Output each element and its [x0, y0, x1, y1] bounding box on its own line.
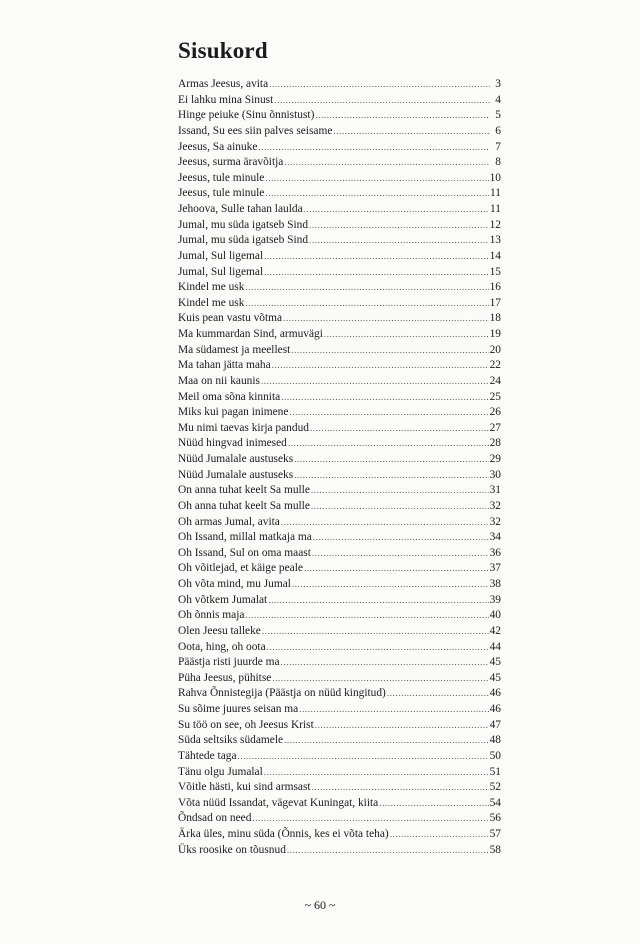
- toc-entry: [178, 827, 501, 843]
- toc-entry-page: 26: [489, 406, 501, 419]
- toc-entry: [178, 733, 501, 749]
- toc-entry: [178, 811, 501, 827]
- toc-entry-page: 5: [495, 109, 501, 122]
- dot-leader: [281, 655, 489, 671]
- toc-entry: [178, 749, 501, 765]
- toc-entry-title: Jeesus, Sa ainuke: [178, 140, 258, 153]
- dot-leader: [379, 796, 488, 812]
- dot-leader: [310, 421, 489, 437]
- toc-entry-page: 34: [489, 531, 501, 544]
- toc-entry: [178, 171, 501, 187]
- toc-entry-title: Päästja risti juurde ma: [178, 656, 280, 669]
- toc-entry: [178, 202, 501, 218]
- toc-entry: [178, 561, 501, 577]
- toc-entry-title: Oh armas Jumal, avita: [178, 515, 280, 528]
- dot-leader: [287, 843, 489, 859]
- toc-entry-title: Nüüd hingvad inimesed: [178, 437, 287, 450]
- toc-entry-page: 56: [489, 812, 501, 825]
- table-of-contents: [178, 77, 501, 858]
- dot-leader: [252, 811, 488, 827]
- dot-leader: [267, 640, 489, 656]
- toc-entry-page: 51: [489, 765, 501, 778]
- toc-entry: [178, 655, 501, 671]
- toc-entry-title: Olen Jeesu talleke: [178, 624, 261, 637]
- toc-entry: [178, 265, 501, 281]
- toc-entry-page: 39: [489, 593, 501, 606]
- toc-entry-title: Armas Jeesus, avita: [178, 78, 269, 90]
- toc-entry-page: 37: [489, 562, 501, 575]
- toc-entry: [178, 515, 501, 531]
- toc-entry-title: Oh anna tuhat keelt Sa mulle: [178, 499, 310, 512]
- toc-entry-title: On anna tuhat keelt Sa mulle: [178, 484, 310, 497]
- toc-entry-page: 13: [489, 234, 501, 247]
- toc-entry-title: Jumal, mu süda igatseb Sind: [178, 234, 309, 247]
- dot-leader: [289, 405, 488, 421]
- toc-entry-title: Oh Issand, Sul on oma maast: [178, 546, 311, 559]
- dot-leader: [264, 765, 489, 781]
- toc-entry-title: Ei lahku mina Sinust: [178, 93, 274, 106]
- dot-leader: [261, 374, 489, 390]
- toc-entry-title: Oh õnnis maja: [178, 609, 245, 622]
- toc-entry: [178, 93, 501, 109]
- toc-entry-title: Kuis pean vastu võtma: [178, 312, 283, 325]
- dot-leader: [315, 108, 490, 124]
- toc-entry-page: 27: [489, 421, 501, 434]
- toc-entry: [178, 546, 501, 562]
- dot-leader: [390, 827, 489, 843]
- toc-entry-page: 11: [490, 203, 501, 215]
- toc-entry-title: Issand, Su ees siin palves seisame: [178, 124, 333, 137]
- toc-entry-page: 29: [489, 453, 501, 465]
- toc-entry-title: Oh võtkem Jumalat: [178, 593, 268, 606]
- toc-entry-title: Maa on nii kaunis: [178, 374, 260, 387]
- toc-entry-title: Ma südamest ja meellest: [178, 343, 291, 356]
- toc-entry-page: 17: [489, 296, 501, 309]
- toc-entry-title: Jeesus, tule minule: [178, 171, 265, 184]
- toc-entry: [178, 421, 501, 437]
- toc-entry: [178, 468, 501, 484]
- dot-leader: [264, 249, 489, 265]
- toc-entry: [178, 671, 501, 687]
- toc-entry-page: 45: [489, 671, 501, 684]
- dot-leader: [294, 468, 488, 484]
- toc-entry-page: 57: [489, 828, 501, 840]
- toc-entry: [178, 233, 501, 249]
- toc-entry: [178, 796, 501, 812]
- toc-entry-title: Püha Jeesus, pühitse: [178, 671, 272, 684]
- toc-entry: [178, 140, 501, 156]
- toc-entry: [178, 702, 501, 718]
- toc-entry: [178, 624, 501, 640]
- toc-entry-page: 28: [489, 437, 501, 450]
- toc-entry: [178, 452, 501, 468]
- toc-entry-page: 24: [489, 374, 501, 387]
- toc-entry-title: Üks roosike on tõusnud: [178, 843, 286, 856]
- toc-entry: [178, 358, 501, 374]
- dot-leader: [311, 483, 489, 499]
- toc-entry-page: 30: [489, 468, 501, 481]
- toc-entry-page: 54: [489, 796, 501, 809]
- dot-leader: [387, 686, 489, 702]
- dot-leader: [313, 530, 489, 546]
- toc-entry-title: Nüüd Jumalale austuseks: [178, 468, 294, 481]
- dot-leader: [291, 343, 488, 359]
- dot-leader: [288, 436, 489, 452]
- toc-entry: [178, 780, 501, 796]
- dot-leader: [245, 608, 488, 624]
- toc-entry-page: 46: [489, 687, 501, 700]
- page-number: ~ 60 ~: [304, 898, 336, 912]
- dot-leader: [304, 202, 489, 218]
- toc-entry-title: Süda seltsiks südamele: [178, 734, 284, 747]
- dot-leader: [245, 296, 488, 312]
- toc-entry-title: Jumal, Sul ligemal: [178, 249, 264, 262]
- toc-entry-title: Hinge peiuke (Sinu õnnistust): [178, 109, 315, 122]
- dot-leader: [304, 561, 489, 577]
- dot-leader: [333, 124, 490, 140]
- toc-entry: [178, 280, 501, 296]
- toc-entry-page: 16: [489, 281, 501, 294]
- toc-entry: [178, 577, 501, 593]
- toc-entry-title: Su töö on see, oh Jeesus Krist: [178, 718, 314, 731]
- toc-entry: [178, 608, 501, 624]
- dot-leader: [284, 155, 490, 171]
- toc-entry-title: Õndsad on need: [178, 812, 252, 825]
- dot-leader: [299, 702, 488, 718]
- toc-entry-page: 19: [489, 328, 501, 340]
- dot-leader: [315, 718, 489, 734]
- dot-leader: [311, 499, 489, 515]
- dot-leader: [292, 577, 489, 593]
- toc-entry-title: Su sõime juures seisan ma: [178, 703, 299, 715]
- toc-entry-title: Tähtede taga: [178, 749, 237, 762]
- toc-entry: [178, 530, 501, 546]
- toc-entry-page: 22: [489, 359, 501, 372]
- toc-entry-title: Nüüd Jumalale austuseks: [178, 453, 294, 465]
- toc-entry-page: 11: [490, 187, 501, 200]
- toc-entry-page: 3: [495, 78, 501, 90]
- toc-entry: [178, 499, 501, 515]
- toc-entry-title: Oh Issand, millal matkaja ma: [178, 531, 312, 544]
- dot-leader: [272, 671, 488, 687]
- toc-entry-page: 38: [489, 578, 501, 590]
- dot-leader: [265, 171, 488, 187]
- toc-entry-page: 45: [489, 656, 501, 669]
- toc-entry-title: Ma tahan jätta maha: [178, 359, 271, 372]
- toc-entry-page: 44: [489, 640, 501, 653]
- toc-entry: [178, 436, 501, 452]
- toc-entry-title: Kindel me usk: [178, 281, 245, 294]
- toc-entry-page: 31: [489, 484, 501, 497]
- toc-entry: [178, 374, 501, 390]
- toc-entry: [178, 593, 501, 609]
- toc-entry-title: Miks kui pagan inimene: [178, 406, 289, 419]
- toc-entry-title: Rahva Õnnistegija (Päästja on nüüd kingitud): [178, 687, 386, 700]
- toc-entry: [178, 249, 501, 265]
- toc-entry: [178, 640, 501, 656]
- toc-entry-title: Kindel me usk: [178, 296, 245, 309]
- dot-leader: [258, 140, 490, 156]
- dot-leader: [238, 749, 489, 765]
- toc-entry-title: Mu nimi taevas kirja pandud: [178, 421, 309, 434]
- toc-entry-page: 14: [489, 249, 501, 262]
- toc-entry: [178, 483, 501, 499]
- dot-leader: [264, 265, 489, 281]
- dot-leader: [284, 733, 489, 749]
- toc-entry-page: 4: [495, 93, 501, 106]
- toc-entry: [178, 124, 501, 140]
- toc-entry-page: 18: [489, 312, 501, 325]
- dot-leader: [272, 358, 489, 374]
- toc-entry: [178, 186, 501, 202]
- toc-entry: [178, 686, 501, 702]
- toc-entry-title: Ärka üles, minu süda (Õnnis, kes ei võta teha): [178, 828, 389, 840]
- toc-entry-title: Tänu olgu Jumalal: [178, 765, 263, 778]
- toc-entry-title: Jeesus, surma äravõitja: [178, 156, 284, 169]
- dot-leader: [274, 93, 490, 109]
- toc-entry: [178, 405, 501, 421]
- dot-leader: [268, 593, 488, 609]
- dot-leader: [269, 77, 490, 93]
- toc-entry: [178, 296, 501, 312]
- toc-entry: [178, 218, 501, 234]
- toc-entry-page: 48: [489, 734, 501, 747]
- toc-entry-page: 20: [489, 343, 501, 356]
- toc-entry: [178, 108, 501, 124]
- toc-entry: [178, 343, 501, 359]
- toc-entry-page: 8: [495, 156, 501, 169]
- dot-leader: [324, 327, 489, 343]
- dot-leader: [245, 280, 488, 296]
- toc-entry: [178, 327, 501, 343]
- toc-entry-page: 32: [489, 515, 501, 528]
- toc-entry-title: Oh võta mind, mu Jumal: [178, 578, 291, 590]
- toc-entry-title: Võta nüüd Issandat, vägevat Kuningat, kiita: [178, 796, 379, 809]
- dot-leader: [312, 546, 489, 562]
- dot-leader: [309, 218, 489, 234]
- toc-entry-title: Oh võitlejad, et käige peale: [178, 562, 303, 575]
- toc-entry-page: 46: [489, 703, 501, 715]
- toc-entry-page: 50: [489, 749, 501, 762]
- toc-entry-title: Ma kummardan Sind, armuvägi: [178, 328, 323, 340]
- toc-entry-page: 12: [489, 218, 501, 231]
- page-title: Sisukord: [178, 38, 268, 63]
- toc-entry-page: 25: [489, 390, 501, 403]
- dot-leader: [281, 390, 488, 406]
- toc-entry: [178, 311, 501, 327]
- toc-entry-page: 6: [495, 124, 501, 137]
- toc-entry-title: Meil oma sõna kinnita: [178, 390, 281, 403]
- toc-entry: [178, 765, 501, 781]
- toc-entry-page: 47: [489, 718, 501, 731]
- toc-entry-page: 32: [489, 499, 501, 512]
- toc-entry-page: 52: [489, 781, 501, 794]
- dot-leader: [281, 515, 489, 531]
- toc-entry-title: Jumal, mu süda igatseb Sind: [178, 218, 309, 231]
- toc-entry-title: Jumal, Sul ligemal: [178, 265, 264, 278]
- toc-entry-page: 36: [489, 546, 501, 559]
- dot-leader: [309, 233, 489, 249]
- dot-leader: [294, 452, 488, 468]
- toc-entry-title: Võitle hästi, kui sind armsast: [178, 781, 311, 794]
- toc-entry-title: Oota, hing, oh oota: [178, 640, 266, 653]
- toc-entry-title: Jeesus, tule minule: [178, 187, 265, 200]
- toc-entry-title: Jehoova, Sulle tahan laulda: [178, 203, 303, 215]
- toc-entry-page: 58: [489, 843, 501, 856]
- dot-leader: [262, 624, 489, 640]
- dot-leader: [265, 186, 489, 202]
- toc-entry-page: 40: [489, 609, 501, 622]
- toc-entry: [178, 155, 501, 171]
- toc-entry: [178, 718, 501, 734]
- toc-entry-page: 7: [495, 140, 501, 153]
- toc-entry-page: 10: [489, 171, 501, 184]
- dot-leader: [283, 311, 489, 327]
- toc-entry-page: 15: [489, 265, 501, 278]
- toc-entry: [178, 843, 501, 859]
- toc-entry: [178, 77, 501, 93]
- dot-leader: [312, 780, 489, 796]
- toc-entry-page: 42: [489, 624, 501, 637]
- toc-entry: [178, 390, 501, 406]
